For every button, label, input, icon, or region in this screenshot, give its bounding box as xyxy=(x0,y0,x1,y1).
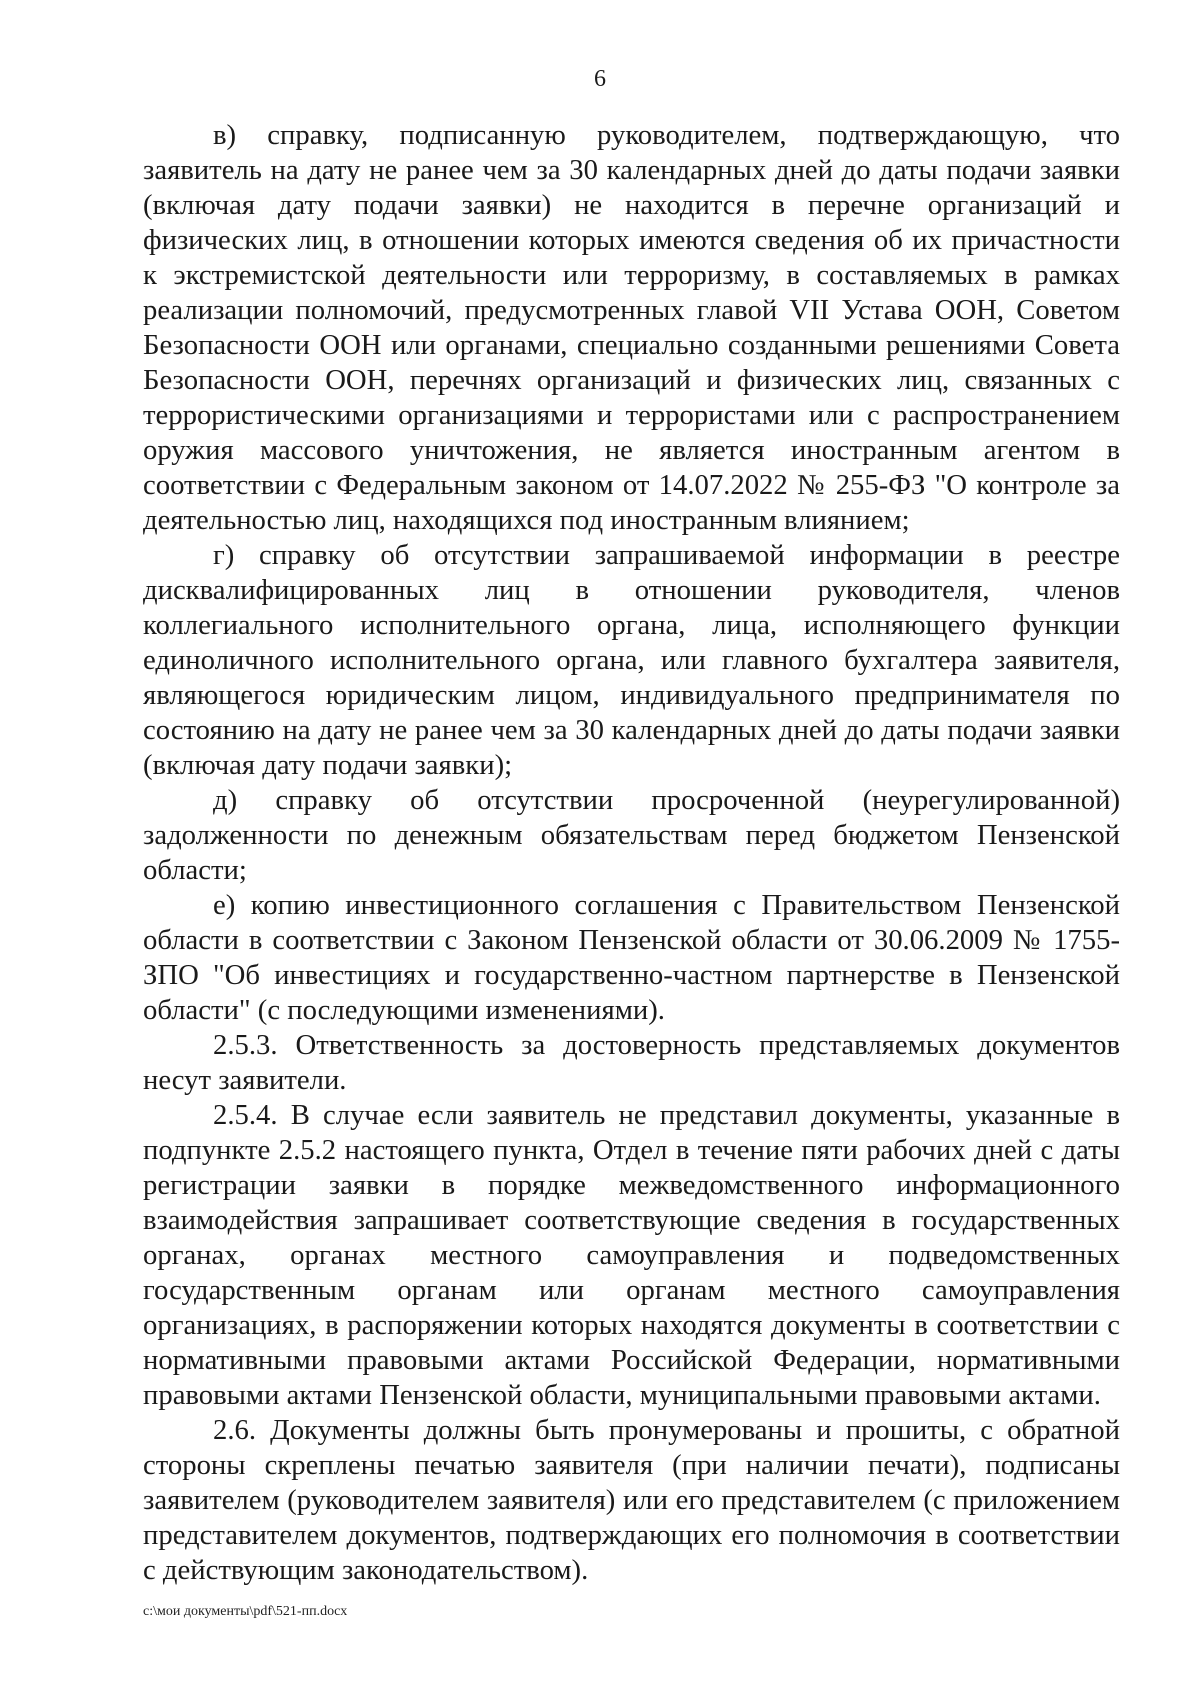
paragraph-2-6: 2.6. Документы должны быть пронумерованы и прошиты, с обратной стороны скреплены печатью заявителя (при наличии печати), подписаны заявителем (руководителем заявителя) или его представителем (с приложением представителем документов, подтверждающих его полномочия в соответствии с действующим законодательством). xyxy=(143,1414,1120,1586)
document-body xyxy=(143,118,1120,1588)
page-number: 6 xyxy=(594,66,606,92)
paragraph-item-e: е) копию инвестиционного соглашения с Правительством Пензенской области в соответствии с Законом Пензенской области от 30.06.2009 № 1755-ЗПО "Об инвестициях и государственно-частном партнерстве в Пензенской области" (с последующими изменениями). xyxy=(143,889,1120,1026)
paragraph-2-5-3: 2.5.3. Ответственность за достоверность представляемых документов несут заявители. xyxy=(143,1029,1120,1096)
paragraph-2-5-4: 2.5.4. В случае если заявитель не представил документы, указанные в подпункте 2.5.2 настоящего пункта, Отдел в течение пяти рабочих дней с даты регистрации заявки в порядке межведомственного информационного взаимодействия запрашивает соответствующие сведения в государственных органах, органах местного самоуправления и подведомственных государственным органам или органам местного самоуправления организациях, в распоряжении которых находятся документы в соответствии с нормативными правовыми актами Российской Федерации, нормативными правовыми актами Пензенской области, муниципальными правовыми актами. xyxy=(143,1099,1120,1411)
paragraph-item-v: в) справку, подписанную руководителем, подтверждающую, что заявитель на дату не ранее чем за 30 календарных дней до даты подачи заявки (включая дату подачи заявки) не находится в перечне организаций и физических лиц, в отношении которых имеются сведения об их причастности к экстремистской деятельности или терроризму, в составляемых в рамках реализации полномочий, предусмотренных главой VII Устава ООН, Советом Безопасности ООН или органами, специально созданными решениями Совета Безопасности ООН, перечнях организаций и физических лиц, связанных с террористическими организациями и террористами или с распространением оружия массового уничтожения, не является иностранным агентом в соответствии с Федеральным законом от 14.07.2022 № 255-ФЗ "О контроле за деятельностью лиц, находящихся под иностранным влиянием; xyxy=(143,119,1120,536)
paragraph-item-g: г) справку об отсутствии запрашиваемой информации в реестре дисквалифицированных лиц в отношении руководителя, членов коллегиального исполнительного органа, лица, исполняющего функции единоличного исполнительного органа, или главного бухгалтера заявителя, являющегося юридическим лицом, индивидуального предпринимателя по состоянию на дату не ранее чем за 30 календарных дней до даты подачи заявки (включая дату подачи заявки); xyxy=(143,539,1120,781)
footer-file-path: c:\мои документы\pdf\521-пп.docx xyxy=(143,1604,348,1619)
paragraph-item-d: д) справку об отсутствии просроченной (неурегулированной) задолженности по денежным обязательствам перед бюджетом Пензенской области; xyxy=(143,784,1120,886)
